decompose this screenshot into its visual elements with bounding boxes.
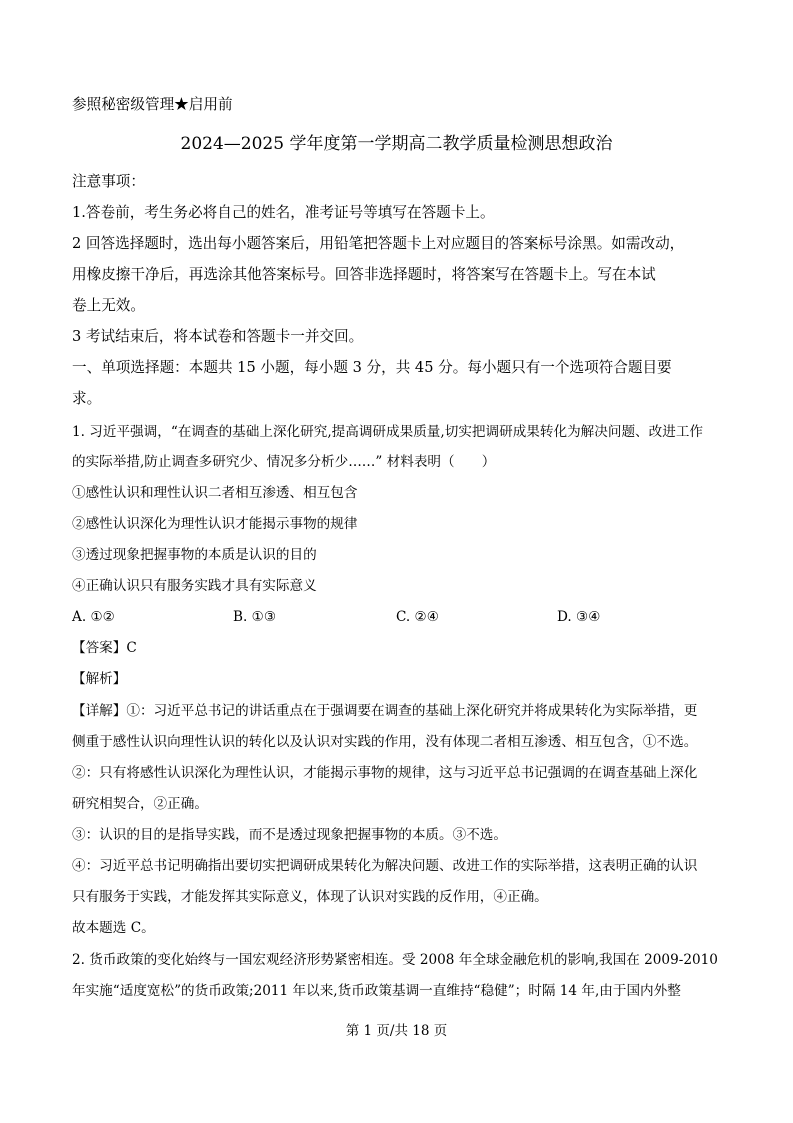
q1-statement-3: ③透过现象把握事物的本质是认识的目的 <box>72 547 317 563</box>
q1-detail-line-5: ③：认识的目的是指导实践，而不是透过现象把握事物的本质。③不选。 <box>72 827 507 843</box>
q1-detail-line-6: ④：习近平总书记明确指出要切实把调研成果转化为解决问题、改进工作的实际举措，这表明正确的认识 <box>72 858 698 874</box>
notes-item-1: 1.答卷前，考生务必将自己的姓名，准考证号等填写在答题卡上。 <box>72 204 495 221</box>
section-heading-line-2: 求。 <box>72 390 102 407</box>
q1-stem-line-1: 1. 习近平强调，“在调查的基础上深化研究,提高调研成果质量,切实把调研成果转化为解决问题、改进工作 <box>72 424 704 440</box>
q2-stem-line-2: 年实施“适度宽松”的货币政策;2011 年以来,货币政策基调一直维持“稳健”；时隔 14 年,由于国内外整 <box>72 983 681 999</box>
section-heading-line-1: 一、单项选择题：本题共 15 小题，每小题 3 分，共 45 分。每小题只有一个选项符合题目要 <box>72 359 672 376</box>
q1-stem-line-2: 的实际举措,防止调查多研究少、情况多分析少……” 材料表明（ ） <box>72 454 496 470</box>
answer-label: 【答案】 <box>72 640 127 656</box>
detail-label: 【详解】 <box>72 703 127 719</box>
q1-analysis-label: 【解析】 <box>72 671 127 687</box>
notes-heading: 注意事项： <box>72 173 145 190</box>
page-footer: 第 1 页/共 18 页 <box>345 1023 448 1039</box>
notes-item-2-line-2: 用橡皮擦干净后，再选涂其他答案标号。回答非选择题时，将答案写在答题卡上。写在本试 <box>72 266 656 283</box>
q1-option-c: C. ②④ <box>396 609 439 625</box>
q1-detail-line-3: ②：只有将感性认识深化为理性认识，才能揭示事物的规律，这与习近平总书记强调的在调查基础上深化 <box>72 765 698 781</box>
q1-answer <box>72 638 137 658</box>
q1-detail-line-7: 只有服务于实践，才能发挥其实际意义，体现了认识对实践的反作用，④正确。 <box>72 889 548 905</box>
notes-item-2-line-1: 2 回答选择题时，选出每小题答案后，用铅笔把答题卡上对应题目的答案标号涂黑。如需改动， <box>72 235 685 252</box>
q1-conclusion: 故本题选 C。 <box>72 920 155 936</box>
detail-text-1: ①：习近平总书记的讲话重点在于强调要在调查的基础上深化研究并将成果转化为实际举措，更 <box>126 703 698 719</box>
notes-item-2-line-3: 卷上无效。 <box>72 297 145 314</box>
q2-stem-line-1: 2. 货币政策的变化始终与一国宏观经济形势紧密相连。受 2008 年全球金融危机的影响,我国在 2009-2010 <box>72 952 718 968</box>
q1-statement-4: ④正确认识只有服务实践才具有实际意义 <box>72 578 317 594</box>
q1-option-a: A. ①② <box>72 609 115 625</box>
notes-item-3: 3 考试结束后，将本试卷和答题卡一并交回。 <box>72 328 364 345</box>
q1-statement-2: ②感性认识深化为理性认识才能揭示事物的规律 <box>72 516 358 532</box>
q1-detail-line-2: 侧重于感性认识向理性认识的转化以及认识对实践的作用，没有体现二者相互渗透、相互包含，①不选。 <box>72 734 698 750</box>
q1-detail-line-4: 研究相契合，②正确。 <box>72 796 208 812</box>
answer-value: C <box>126 640 137 656</box>
q1-statement-1: ①感性认识和理性认识二者相互渗透、相互包含 <box>72 485 358 501</box>
q1-detail-line-1 <box>72 701 697 721</box>
q1-option-b: B. ①③ <box>233 609 277 625</box>
page-title: 2024—2025 学年度第一学期高二教学质量检测思想政治 <box>180 134 613 154</box>
confidential-header: 参照秘密级管理★启用前 <box>72 96 233 113</box>
q1-option-d: D. ③④ <box>557 609 601 625</box>
